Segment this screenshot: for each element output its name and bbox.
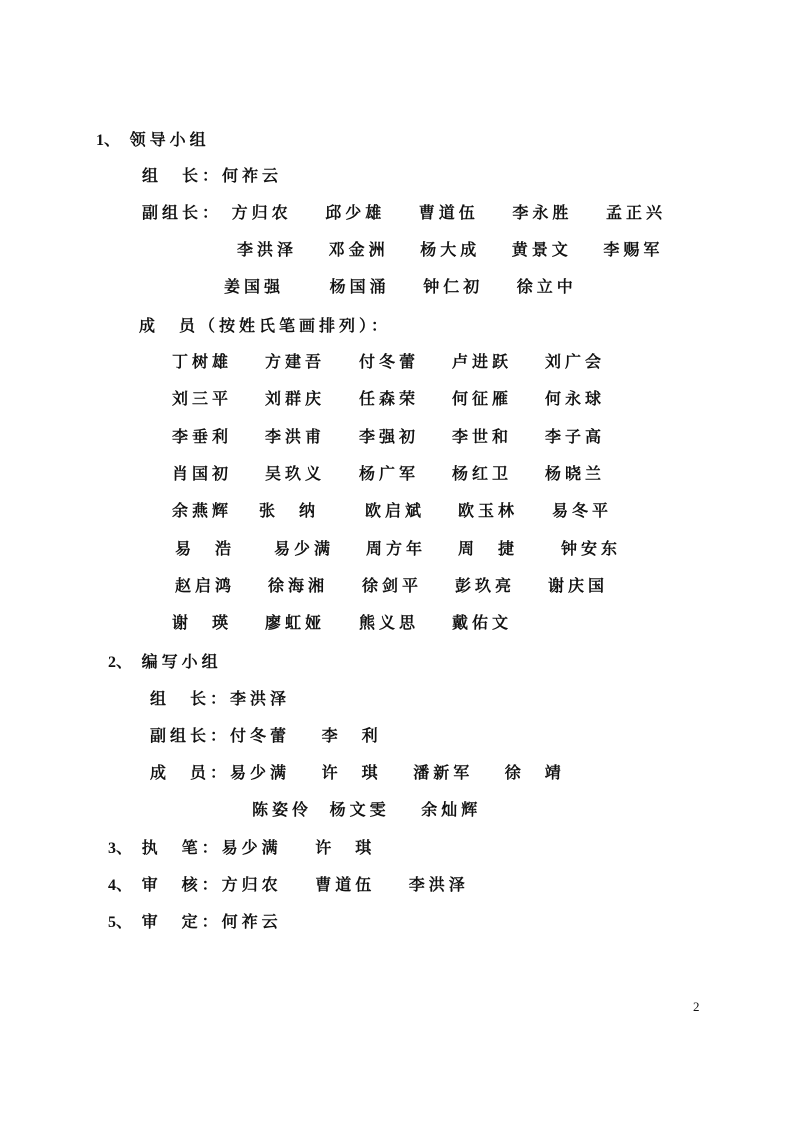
review-name: 曹道伍	[315, 875, 376, 894]
member-name: 李洪甫	[265, 427, 326, 446]
section-1-heading	[96, 130, 210, 151]
deputy-name: 李永胜	[512, 203, 573, 222]
section-title: 编写小组	[141, 652, 222, 671]
deputy-row-2	[237, 240, 663, 260]
deputy-name: 邱少雄	[325, 203, 386, 222]
member-name: 丁树雄	[172, 352, 233, 371]
deputy-name: 杨国涌	[329, 277, 390, 296]
member-name: 谢 瑛	[172, 613, 233, 632]
member-name: 易 浩	[175, 539, 236, 558]
pen-label: 执 笔：	[141, 838, 222, 857]
member-name: 钟安东	[561, 539, 622, 558]
deputy-name: 李洪泽	[237, 240, 298, 259]
leader-label: 组 长：	[142, 166, 223, 185]
section-3-row	[108, 838, 375, 859]
member-name: 赵启鸿	[175, 576, 236, 595]
member-name: 余燕辉	[172, 501, 233, 520]
member-name: 刘三平	[172, 389, 233, 408]
deputy-row-1	[142, 203, 666, 223]
section-number: 5、	[108, 914, 133, 931]
section-4-row	[108, 875, 469, 896]
member-name: 吴玖义	[265, 464, 326, 483]
member-name: 谢庆国	[548, 576, 609, 595]
deputy-name: 李 利	[321, 726, 382, 745]
member-name: 张 纳	[259, 501, 320, 520]
member-name: 徐 靖	[504, 763, 565, 782]
approve-label: 审 定：	[141, 912, 222, 931]
leader-row	[142, 166, 282, 186]
deputy-name: 钟仁初	[423, 277, 484, 296]
approve-name: 何祚云	[221, 912, 282, 931]
member-name: 刘广会	[545, 352, 606, 371]
section-2-heading	[108, 652, 222, 673]
member-name: 熊义思	[359, 613, 420, 632]
deputy-name: 方归农	[231, 203, 292, 222]
deputy-name: 黄景文	[511, 240, 572, 259]
member-name: 何征雁	[452, 389, 513, 408]
member-name: 陈姿伶	[252, 800, 313, 819]
member-name: 许 琪	[321, 763, 382, 782]
pen-name: 易少满	[221, 838, 282, 857]
deputy-name: 杨大成	[420, 240, 481, 259]
member-name: 杨晓兰	[545, 464, 606, 483]
deputy-name: 曹道伍	[418, 203, 479, 222]
deputy-label: 副组长：	[142, 203, 223, 222]
leader-name: 何祚云	[222, 166, 283, 185]
deputy-name: 孟正兴	[605, 203, 666, 222]
member-name: 戴佑文	[452, 613, 513, 632]
leader-name: 李洪泽	[230, 689, 291, 708]
pen-name: 许 琪	[315, 838, 376, 857]
member-name: 杨广军	[359, 464, 420, 483]
review-name: 李洪泽	[408, 875, 469, 894]
member-name: 方建吾	[265, 352, 326, 371]
section-5-row	[108, 912, 282, 933]
member-name: 李垂利	[172, 427, 233, 446]
writing-members-row-2	[252, 800, 481, 820]
deputy-name: 邓金洲	[328, 240, 389, 259]
writing-deputy-row	[150, 726, 382, 746]
member-name: 徐剑平	[362, 576, 423, 595]
member-name: 何永球	[545, 389, 606, 408]
member-name: 任森荣	[359, 389, 420, 408]
member-name: 易少满	[274, 539, 335, 558]
deputy-name: 李赐军	[603, 240, 664, 259]
member-name: 易冬平	[552, 501, 613, 520]
writing-leader-row	[150, 689, 290, 709]
section-number: 1、	[96, 132, 121, 149]
writing-members-row-1	[150, 763, 565, 783]
section-number: 4、	[108, 877, 133, 894]
page-number: 2	[693, 999, 700, 1014]
section-title: 领导小组	[129, 130, 210, 149]
member-name: 李世和	[452, 427, 513, 446]
member-name: 刘群庆	[265, 389, 326, 408]
deputy-row-3	[224, 277, 577, 297]
deputy-name: 付冬蕾	[230, 726, 291, 745]
members-label: 成 员：	[150, 763, 231, 782]
deputy-name: 姜国强	[224, 277, 285, 296]
member-name: 杨文雯	[329, 800, 390, 819]
member-name: 欧玉林	[458, 501, 519, 520]
deputy-label: 副组长：	[150, 726, 231, 745]
member-name: 周 捷	[458, 539, 519, 558]
member-name: 杨红卫	[452, 464, 513, 483]
section-number: 3、	[108, 840, 133, 857]
leader-label: 组 长：	[150, 689, 231, 708]
members-label: 成 员（按姓氏笔画排列）：	[139, 316, 392, 335]
member-name: 潘新军	[413, 763, 474, 782]
review-name: 方归农	[221, 875, 282, 894]
member-name: 李子高	[545, 427, 606, 446]
member-name: 廖虹娅	[265, 613, 326, 632]
member-name: 肖国初	[172, 464, 233, 483]
member-name: 欧启斌	[365, 501, 426, 520]
member-name: 徐海湘	[268, 576, 329, 595]
member-name: 周方年	[366, 539, 427, 558]
member-name: 易少满	[230, 763, 291, 782]
member-name: 彭玖亮	[455, 576, 516, 595]
members-label-row	[139, 316, 391, 336]
section-number: 2、	[108, 654, 133, 671]
member-name: 付冬蕾	[359, 352, 420, 371]
deputy-name: 徐立中	[516, 277, 577, 296]
review-label: 审 核：	[141, 875, 222, 894]
member-name: 李强初	[359, 427, 420, 446]
member-name: 余灿辉	[421, 800, 482, 819]
member-name: 卢进跃	[452, 352, 513, 371]
